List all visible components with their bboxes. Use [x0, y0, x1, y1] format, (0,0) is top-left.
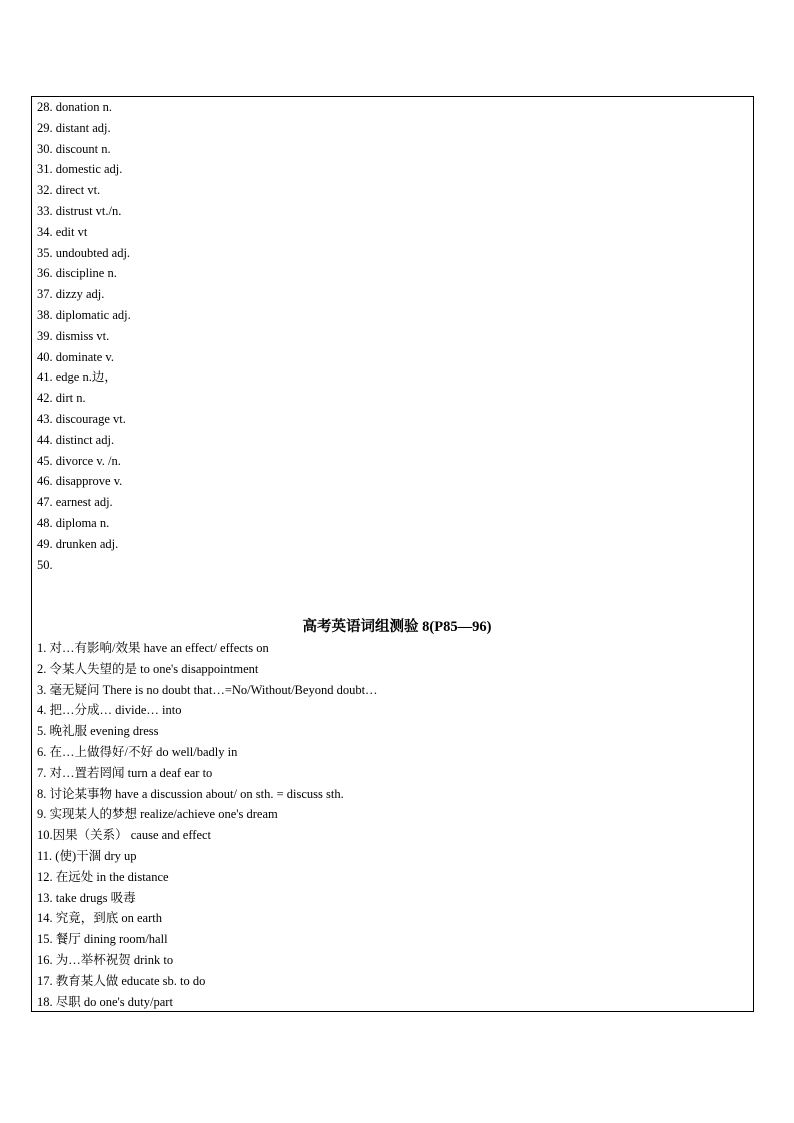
list-item: 17. 教育某人做 educate sb. to do — [37, 973, 206, 988]
list-item: 30. discount n. — [37, 141, 111, 156]
list-item: 8. 讨论某事物 have a discussion about/ on sth. = discuss sth. — [37, 786, 344, 801]
list-item: 49. drunken adj. — [37, 536, 119, 551]
list-item: 11. (使)干涸 dry up — [37, 848, 137, 863]
list-item: 10.因果（关系） cause and effect — [37, 828, 212, 843]
list-item: 31. domestic adj. — [37, 162, 123, 177]
list-item: 15. 餐厅 dining room/hall — [37, 932, 168, 947]
list-item: 14. 究竟，到底 on earth — [37, 911, 162, 926]
list-item: 45. divorce v. /n. — [37, 453, 121, 468]
list-item: 44. distinct adj. — [37, 432, 115, 447]
list-item: 2. 令某人失望的是 to one's disappointment — [37, 661, 259, 676]
list-item: 1. 对…有影响/效果 have an effect/ effects on — [37, 641, 269, 655]
list-item: 3. 毫无疑问 There is no doubt that…=No/Without/Beyond doubt… — [37, 682, 378, 697]
list-item: 6. 在…上做得好/不好 do well/badly in — [37, 744, 238, 759]
list-item: 39. dismiss vt. — [37, 328, 110, 343]
list-item: 29. distant adj. — [37, 120, 111, 135]
list-item: 28. donation n. — [37, 100, 112, 114]
list-item: 40. dominate v. — [37, 349, 114, 364]
list-item: 41. edge n.边， — [37, 370, 117, 385]
list-item: 34. edit vt — [37, 224, 88, 239]
list-item: 12. 在远处 in the distance — [37, 869, 169, 884]
phrase-list — [37, 638, 378, 1012]
list-item: 50. — [37, 557, 53, 572]
list-item: 37. dizzy adj. — [37, 287, 105, 302]
list-item: 16. 为…举杯祝贺 drink to — [37, 952, 174, 967]
list-item: 36. discipline n. — [37, 266, 117, 281]
list-item: 38. diplomatic adj. — [37, 307, 131, 322]
vocab-list — [37, 97, 131, 575]
list-item: 7. 对…置若罔闻 turn a deaf ear to — [37, 765, 213, 780]
list-item: 32. direct vt. — [37, 183, 101, 198]
list-item: 18. 尽职 do one's duty/part — [37, 994, 173, 1009]
section-title: 高考英语词组测验 8(P85—96) — [302, 619, 492, 635]
list-item: 46. disapprove v. — [37, 474, 123, 489]
list-item: 5. 晚礼服 evening dress — [37, 724, 159, 739]
list-item: 47. earnest adj. — [37, 495, 113, 510]
list-item: 13. take drugs 吸毒 — [37, 890, 136, 905]
list-item: 4. 把…分成… divide… into — [37, 703, 182, 718]
list-item: 48. diploma n. — [37, 515, 110, 530]
list-item: 9. 实现某人的梦想 realize/achieve one's dream — [37, 807, 278, 822]
list-item: 35. undoubted adj. — [37, 245, 131, 260]
list-item: 33. distrust vt./n. — [37, 203, 122, 218]
list-item: 43. discourage vt. — [37, 411, 126, 426]
list-item: 42. dirt n. — [37, 391, 86, 406]
